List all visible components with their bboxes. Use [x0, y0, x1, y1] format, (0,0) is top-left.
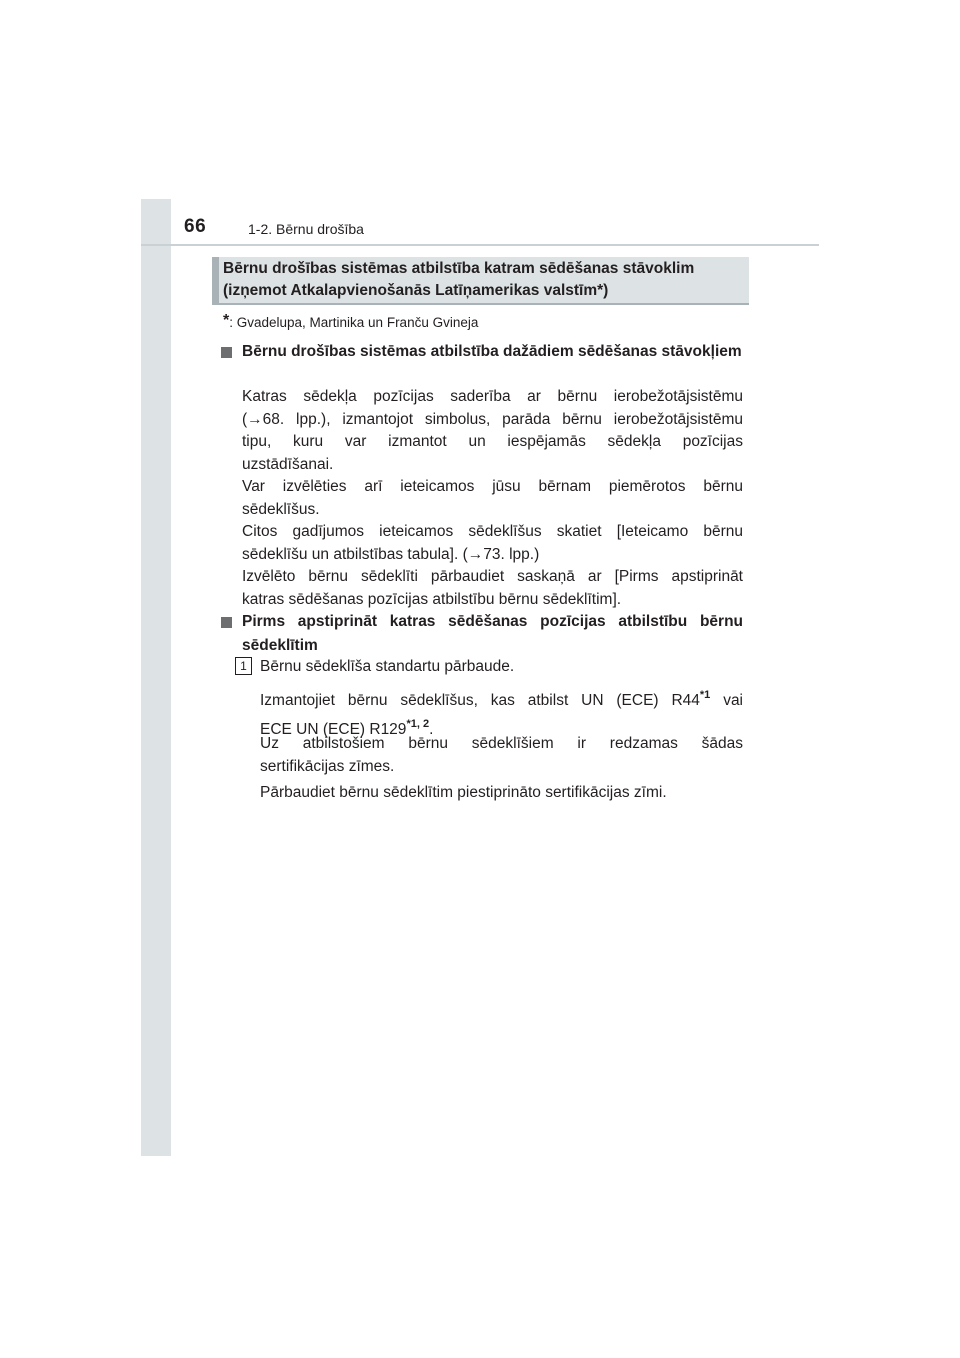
text-run: Izmantojiet bērnu sēdeklīšus, kas atbilst UN (ECE) R44: [260, 692, 700, 709]
side-margin-band: [141, 199, 171, 1156]
body-line: Katras sēdekļa pozīcijas saderība ar bērnu ierobežotājsistēmu: [242, 388, 743, 405]
body-line: Var izvēlēties arī ieteicamos jūsu bērnam piemērotos bērnu: [242, 478, 743, 495]
topic-title-line-1: Bērnu drošības sistēmas atbilstība katram sēdēšanas stāvoklim: [223, 260, 695, 277]
footnote-ref: *1: [699, 689, 711, 701]
topic-title-box: [212, 257, 749, 303]
square-bullet-icon: [221, 617, 232, 628]
text-run: ECE UN (ECE) R129: [260, 720, 407, 738]
topic-title-line-2: (izņemot Atkalapvienošanās Latīņamerikas valstīm*): [223, 282, 609, 299]
body-line: Izvēlēto bērnu sēdeklīti pārbaudiet saskaņā ar [Pirms apstiprināt: [242, 568, 743, 585]
square-bullet-icon: [221, 347, 232, 358]
header-rule: [141, 244, 819, 246]
step-number-badge: 1: [235, 657, 252, 675]
topic-title-underline: [212, 303, 749, 305]
body-line: (→68. lpp.), izmantojot simbolus, parāda bērnu ierobežotājsistēmu: [242, 410, 743, 428]
section-heading-2-text: Pirms apstiprināt katras sēdēšanas pozīcijas atbilstību bērnu sēdeklītim: [242, 613, 743, 654]
page-number: 66: [184, 216, 207, 237]
body-line: tipu, kuru var izmantot un iespējamās sēdekļa pozīcijas: [242, 433, 743, 450]
footnote-mark: *: [223, 312, 230, 329]
section-heading-2: [221, 610, 743, 658]
body-line: katras sēdēšanas pozīcijas atbilstību bērnu sēdeklītim].: [242, 590, 622, 608]
section-heading-1: [221, 340, 743, 364]
topic-title-accent: [212, 257, 219, 303]
text-run: .: [429, 720, 434, 738]
body-line: sēdeklīšus.: [242, 500, 320, 518]
footnote-text: : Gvadelupa, Martinika un Franču Gvineja: [229, 315, 479, 330]
body-line: Citos gadījumos ieteicamos sēdeklīšus skatiet [Ieteicamo bērnu: [242, 523, 743, 540]
section-title: 1-2. Bērnu drošība: [248, 221, 364, 237]
step-paragraph-2: [260, 733, 743, 778]
section-1-body: [242, 386, 743, 611]
body-line: sēdeklīšu un atbilstības tabula]. (→73. lpp.): [242, 545, 540, 563]
step-paragraph-3: [260, 782, 743, 805]
body-line: [260, 684, 743, 713]
footnote: [223, 312, 478, 330]
body-line: Uz atbilstošiem bērnu sēdeklīšiem ir redzamas šādas: [260, 735, 743, 752]
step-title: Bērnu sēdeklīša standartu pārbaude.: [260, 658, 515, 675]
body-line: sertifikācijas zīmes.: [260, 757, 395, 775]
section-heading-1-text: Bērnu drošības sistēmas atbilstība dažādiem sēdēšanas stāvokļiem: [242, 343, 742, 360]
body-line: uzstādīšanai.: [242, 455, 334, 473]
footnote-ref: *1, 2: [406, 717, 430, 730]
body-line: Pārbaudiet bērnu sēdeklītim piestiprināto sertifikācijas zīmi.: [260, 784, 667, 801]
text-run: vai: [710, 692, 744, 709]
